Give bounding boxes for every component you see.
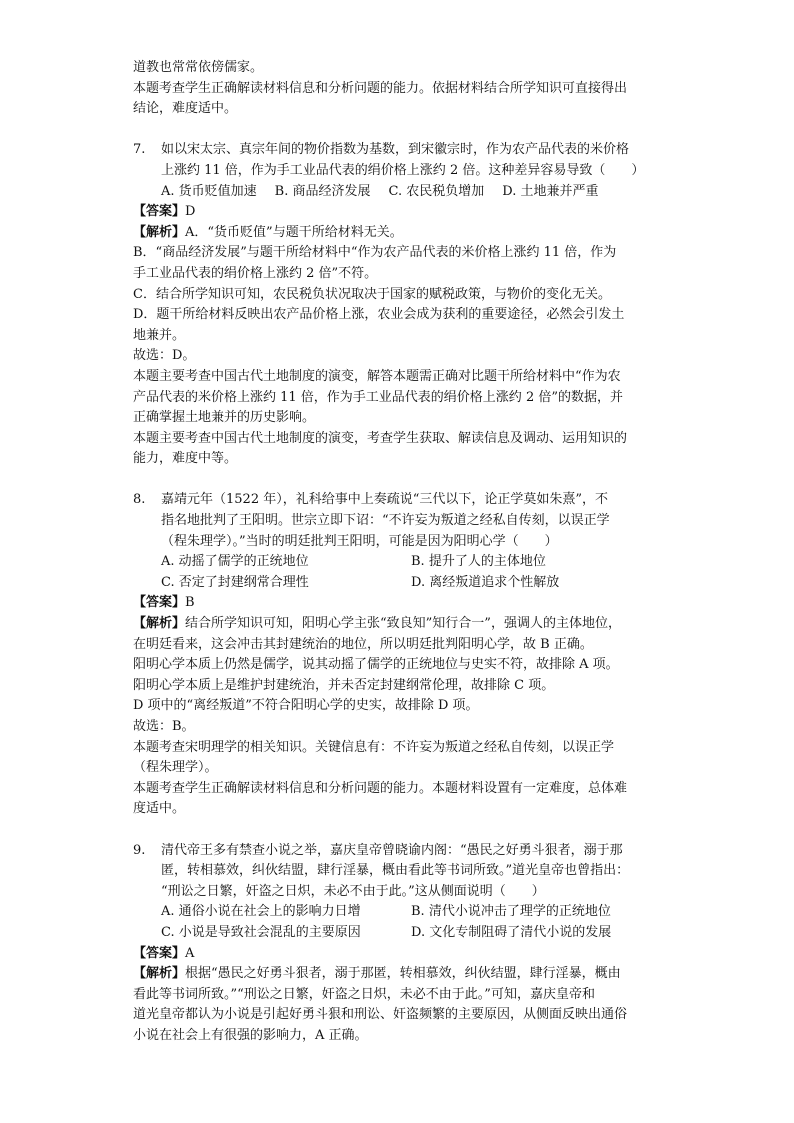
question-7 bbox=[133, 140, 663, 470]
analysis-line: C．结合所学知识可知，农民税负状况取决于国家的赋税政策，与物价的变化无关。 bbox=[133, 286, 611, 302]
answer-line bbox=[133, 944, 663, 965]
answer-value: A bbox=[185, 945, 195, 961]
analysis-line: 本题考查学生正确解读材料信息和分析问题的能力。本题材料设置有一定难度，总体难 bbox=[133, 780, 628, 796]
analysis-line bbox=[133, 964, 663, 985]
analysis-line: 道光皇帝都认为小说是引起好勇斗狠和刑讼、奸盗频繁的主要原因，从侧面反映出通俗 bbox=[133, 1007, 628, 1023]
analysis-line: 小说在社会上有很强的影响力，A 正确。 bbox=[133, 1027, 368, 1043]
analysis-line: 阳明心学本质上是维护封建统治，并未否定封建纲常伦理，故排除 C 项。 bbox=[133, 677, 555, 693]
analysis-line: D 项中的“离经叛道”不符合阳明心学的史实，故排除 D 项。 bbox=[133, 698, 479, 714]
answer-tag: 【答案】 bbox=[133, 204, 186, 220]
intro-line: 道教也常常依傍儒家。 bbox=[133, 60, 264, 75]
analysis-line: 故选：B。 bbox=[133, 719, 195, 734]
question-number: 7. bbox=[133, 142, 146, 158]
option-c: C. 农民税负增加 bbox=[388, 183, 485, 199]
option-c: C. 小说是导致社会混乱的主要原因 bbox=[161, 924, 361, 940]
document-page bbox=[133, 58, 663, 1047]
question-stem-line: “刑讼之日繁，奸盗之日炽，未必不由于此。”这从侧面说明（ ） bbox=[161, 883, 545, 899]
analysis-line: 本题主要考查中国古代土地制度的演变，解答本题需正确对比题干所给材料中“作为农 bbox=[133, 368, 621, 384]
option-b: B. 清代小说冲击了理学的正统地位 bbox=[411, 904, 611, 920]
answer-tag: 【答案】 bbox=[133, 595, 186, 611]
options-row bbox=[133, 552, 663, 573]
option-c: C. 否定了封建纲常合理性 bbox=[161, 574, 309, 590]
analysis-line: 能力，难度中等。 bbox=[133, 451, 238, 467]
question-stem bbox=[133, 140, 663, 161]
analysis-text: A．“货币贬值”与题干所给材料无关。 bbox=[185, 224, 403, 240]
analysis-line: 正确掌握土地兼并的历史影响。 bbox=[133, 410, 316, 426]
analysis-line bbox=[133, 223, 663, 244]
analysis-tag: 【解析】 bbox=[133, 966, 186, 982]
analysis-line: 本题主要考查中国古代土地制度的演变，考查学生获取、解读信息及调动、运用知识的 bbox=[133, 430, 628, 446]
options-row bbox=[133, 902, 663, 923]
options-row bbox=[133, 182, 663, 203]
option-a: A. 通俗小说在社会上的影响力日增 bbox=[161, 904, 361, 920]
analysis-line: B．“商品经济发展”与题干所给材料中“作为农产品代表的米价格上涨约 11 倍，作为 bbox=[133, 245, 617, 261]
option-a: A. 动摇了儒学的正统地位 bbox=[161, 554, 309, 570]
answer-tag: 【答案】 bbox=[133, 945, 186, 961]
option-d: D. 文化专制阻碍了清代小说的发展 bbox=[411, 924, 612, 940]
question-8 bbox=[133, 490, 663, 820]
analysis-line: 阳明心学本质上仍然是儒学，说其动摇了儒学的正统地位与史实不符，故排除 A 项。 bbox=[133, 657, 619, 673]
options-row bbox=[133, 923, 663, 944]
answer-line bbox=[133, 593, 663, 614]
options-row bbox=[133, 573, 663, 594]
question-stem-text: 清代帝王多有禁查小说之举，嘉庆皇帝曾晓谕内阁：“愚民之好勇斗狠者，溺于那 bbox=[161, 842, 623, 858]
question-stem bbox=[133, 490, 663, 511]
question-9 bbox=[133, 841, 663, 1047]
analysis-line: 产品代表的米价格上涨约 11 倍，作为手工业品代表的绢价格上涨约 2 倍”的数据，并 bbox=[133, 389, 623, 405]
option-b: B. 提升了人的主体地位 bbox=[411, 554, 546, 570]
question-stem-line: 匿，转相慕效，纠伙结盟，肆行淫暴，概由看此等书词所致。”道光皇帝也曾指出： bbox=[161, 863, 630, 879]
analysis-line: D．题干所给材料反映出农产品价格上涨，农业会成为获利的重要途径，必然会引发土 bbox=[133, 307, 625, 323]
analysis-text: 根据“愚民之好勇斗狠者，溺于那匿，转相慕效，纠伙结盟，肆行淫暴，概由 bbox=[185, 966, 621, 982]
option-d: D. 土地兼并严重 bbox=[502, 183, 599, 199]
answer-line bbox=[133, 202, 663, 223]
analysis-line: （程朱理学）。 bbox=[133, 760, 218, 776]
analysis-line: 本题考查宋明理学的相关知识。关键信息有：不许妄为叛道之经私自传刻，以误正学 bbox=[133, 739, 615, 755]
analysis-line: 在明廷看来，这会冲击其封建统治的地位，所以明廷批判阳明心学，故 B 正确。 bbox=[133, 636, 593, 652]
intro-line: 本题考查学生正确解读材料信息和分析问题的能力。依据材料结合所学知识可直接得出 bbox=[133, 80, 628, 96]
question-number: 8. bbox=[133, 492, 146, 508]
analysis-text: 结合所学知识可知，阳明心学主张“致良知”知行合一”，强调人的主体地位， bbox=[185, 616, 621, 632]
analysis-line: 看此等书词所致。”“刑讼之日繁，奸盗之日炽，未必不由于此。”可知，嘉庆皇帝和 bbox=[133, 986, 595, 1002]
answer-value: B bbox=[185, 595, 195, 611]
question-stem-text: 嘉靖元年（1522 年），礼科给事中上奏疏说“三代以下，论正学莫如朱熹”，不 bbox=[161, 492, 609, 508]
analysis-tag: 【解析】 bbox=[133, 224, 186, 240]
analysis-line bbox=[133, 614, 663, 635]
answer-value: D bbox=[185, 204, 196, 220]
analysis-line: 地兼并。 bbox=[133, 327, 186, 343]
analysis-line: 手工业品代表的绢价格上涨约 2 倍”不符。 bbox=[133, 265, 378, 281]
option-a: A. 货币贬值加速 bbox=[161, 183, 257, 199]
question-number: 9. bbox=[133, 842, 146, 858]
question-stem-line: 指名地批判了王阳明。世宗立即下诏：“不许妄为叛道之经私自传刻，以误正学 bbox=[161, 513, 610, 529]
option-b: B. 商品经济发展 bbox=[274, 183, 371, 199]
intro-block bbox=[133, 58, 663, 120]
analysis-line: 故选：D。 bbox=[133, 348, 196, 364]
analysis-line: 度适中。 bbox=[133, 801, 186, 817]
question-stem-text: 如以宋太宗、真宗年间的物价指数为基数，到宋徽宗时，作为农产品代表的米价格 bbox=[161, 142, 630, 158]
question-stem bbox=[133, 841, 663, 862]
question-stem-line: 上涨约 11 倍，作为手工业品代表的绢价格上涨约 2 倍。这种差异容易导致（ ） bbox=[161, 162, 645, 178]
analysis-tag: 【解析】 bbox=[133, 616, 186, 632]
intro-line: 结论，难度适中。 bbox=[133, 101, 238, 117]
option-d: D. 离经叛道追求个性解放 bbox=[411, 574, 560, 590]
question-stem-line: （程朱理学）。”当时的明廷批判王阳明，可能是因为阳明心学（ ） bbox=[161, 533, 558, 549]
